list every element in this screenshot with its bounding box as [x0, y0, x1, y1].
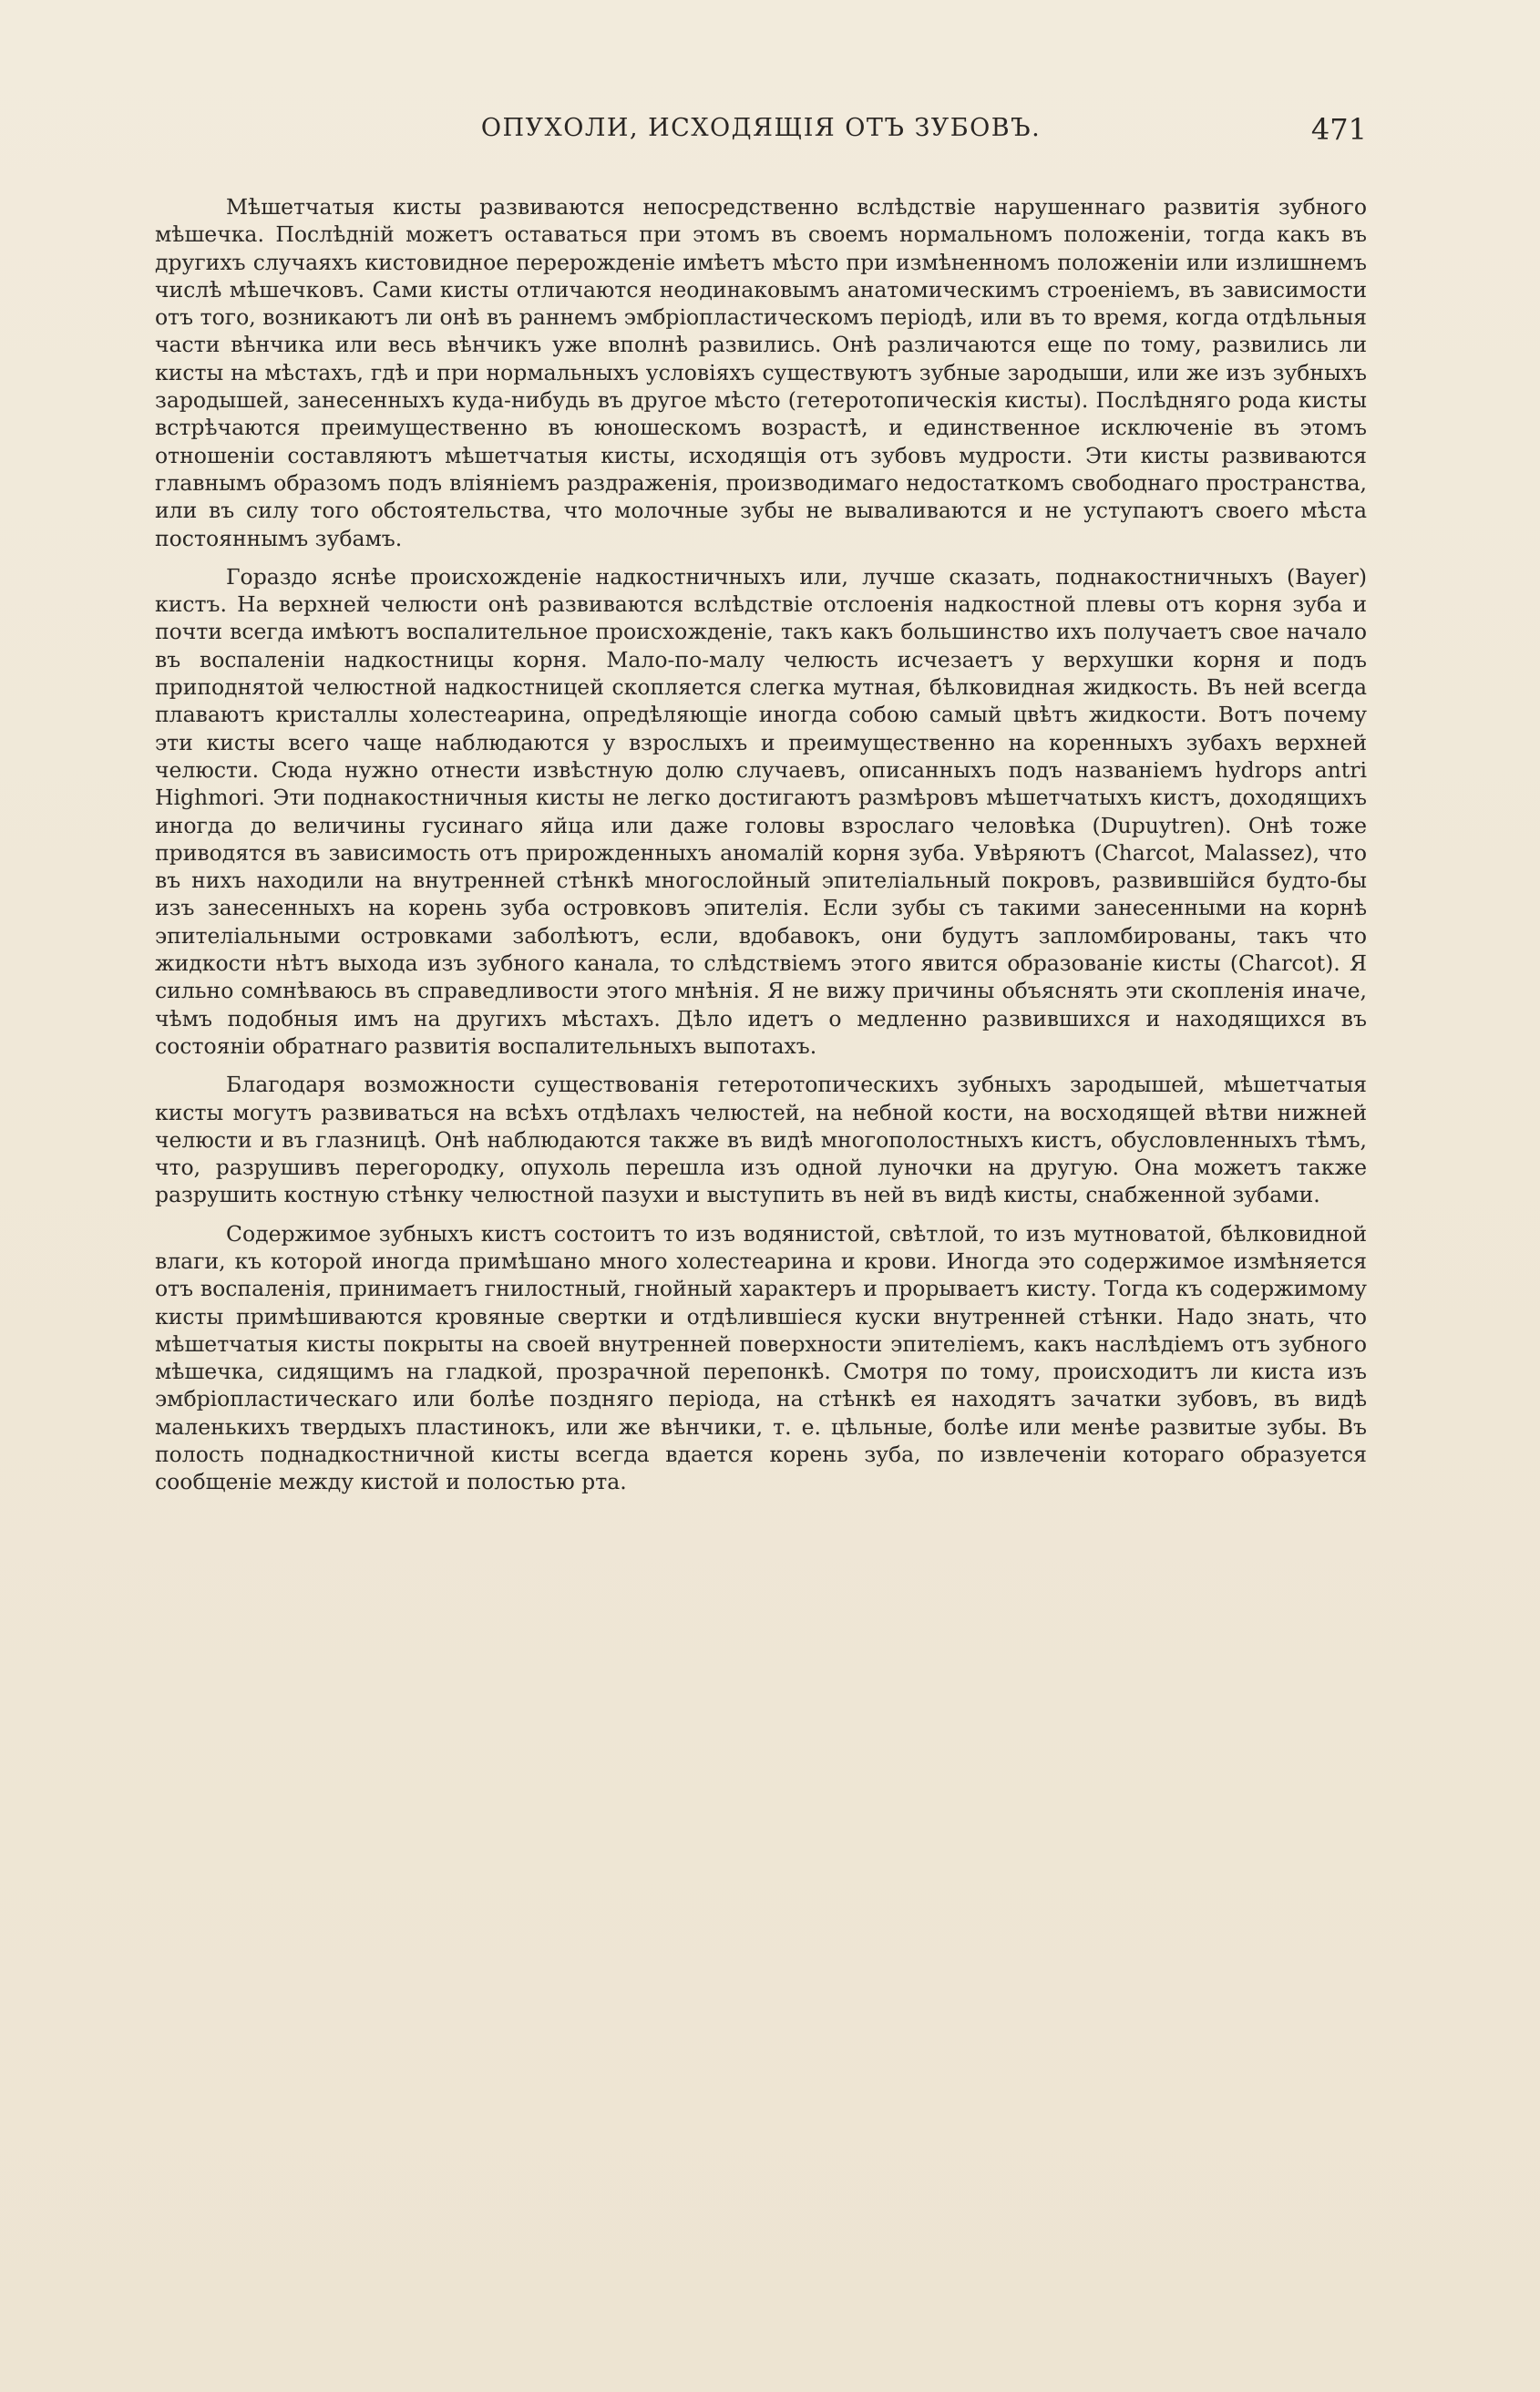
- paragraph-2: Гораздо яснѣе происхожденіе надкостничныхъ или, лучше сказать, поднакостничныхъ (Bayer) кистъ. На верхней челюсти онѣ развиваются вслѣдствіе отслоенія надкостной плевы отъ корня зуба и почти всегда имѣютъ воспалительное происхожденіе, такъ какъ большинство ихъ получаетъ свое начало въ воспаленіи надкостницы корня. Мало-по-малу челюсть исчезаетъ у верхушки корня и подъ приподнятой челюстной надкостницей скопляется слегка мутная, бѣлковидная жидкость. Въ ней всегда плаваютъ кристаллы холестеарина, опредѣляющіе иногда собою самый цвѣтъ жидкости. Вотъ почему эти кисты всего чаще наблюдаются у взрослыхъ и преимущественно на коренныхъ зубахъ верхней челюсти. Сюда нужно отнести извѣстную долю случаевъ, описанныхъ подъ названіемъ hydrops antri Highmori. Эти поднакостничныя кисты не легко достигаютъ размѣровъ мѣшетчатыхъ кистъ, доходящихъ иногда до величины гусинаго яйца или даже головы взрослаго человѣка (Dupuytren). Онѣ тоже приводятся въ зависимость отъ прирожденныхъ аномалій корня зуба. Увѣряютъ (Charcot, Malassez), что въ нихъ находили на внутренней стѣнкѣ многослойный эпителіальный покровъ, развившійся будто-бы изъ занесенныхъ на корень зуба островковъ эпителія. Если зубы съ такими занесенными на корнѣ эпителіальными островками заболѣютъ, если, вдобавокъ, они будутъ запломбированы, такъ что жидкости нѣтъ выхода изъ зубного канала, то слѣдствіемъ этого явится образованіе кисты (Charcot). Я сильно сомнѣваюсь въ справедливости этого мнѣнія. Я не вижу причины объяснять эти скопленія иначе, чѣмъ подобныя имъ на другихъ мѣстахъ. Дѣло идетъ о медленно развившихся и находящихся въ состояніи обратнаго развитія воспалительныхъ выпотахъ.: [155, 563, 1367, 1059]
- body-text: [155, 193, 1367, 1496]
- running-title: ОПУХОЛИ, ИСХОДЯЩІЯ ОТЪ ЗУБОВЪ.: [480, 114, 1042, 142]
- page-header: [155, 114, 1367, 150]
- paragraph-4: Содержимое зубныхъ кистъ состоитъ то изъ водянистой, свѣтлой, то изъ мутноватой, бѣлковидной влаги, къ которой иногда примѣшано много холестеарина и крови. Иногда это содержимое измѣняется отъ воспаленія, принимаетъ гнилостный, гнойный характеръ и прорываетъ кисту. Тогда къ содержимому кисты примѣшиваются кровяные свертки и отдѣлившіеся куски внутренней стѣнки. Надо знать, что мѣшетчатыя кисты покрыты на своей внутренней поверхности эпителіемъ, какъ наслѣдіемъ отъ зубного мѣшечка, сидящимъ на гладкой, прозрачной перепонкѣ. Смотря по тому, происходитъ ли киста изъ эмбріопластическаго или болѣе поздняго періода, на стѣнкѣ ея находятъ зачатки зубовъ, въ видѣ маленькихъ твердыхъ пластинокъ, или же вѣнчики, т. е. цѣльные, болѣе или менѣе развитые зубы. Въ полость поднадкостничной кисты всегда вдается корень зуба, по извлеченіи котораго образуется сообщеніе между кистой и полостью рта.: [155, 1220, 1367, 1495]
- paragraph-1: Мѣшетчатыя кисты развиваются непосредственно вслѣдствіе нарушеннаго развитія зубного мѣшечка. Послѣдній можетъ оставаться при этомъ въ своемъ нормальномъ положеніи, тогда какъ въ другихъ случаяхъ кистовидное перерожденіе имѣетъ мѣсто при измѣненномъ положеніи или излишнемъ числѣ мѣшечковъ. Сами кисты отличаются неодинаковымъ анатомическимъ строеніемъ, въ зависимости отъ того, возникаютъ ли онѣ въ раннемъ эмбріопластическомъ періодѣ, или въ то время, когда отдѣльныя части вѣнчика или весь вѣнчикъ уже вполнѣ развились. Онѣ различаются еще по тому, развились ли кисты на мѣстахъ, гдѣ и при нормальныхъ условіяхъ существуютъ зубные зародыши, или же изъ зубныхъ зародышей, занесенныхъ куда-нибудь въ другое мѣсто (гетеротопическія кисты). Послѣдняго рода кисты встрѣчаются преимущественно въ юношескомъ возрастѣ, и единственное исключеніе въ этомъ отношеніи составляютъ мѣшетчатыя кисты, исходящія отъ зубовъ мудрости. Эти кисты развиваются главнымъ образомъ подъ вліяніемъ раздраженія, производимаго недостаткомъ свободнаго пространства, или въ силу того обстоятельства, что молочные зубы не вываливаются и не уступаютъ своего мѣста постояннымъ зубамъ.: [155, 194, 1367, 551]
- page-number: 471: [1310, 112, 1367, 147]
- paragraph-3: Благодаря возможности существованія гетеротопическихъ зубныхъ зародышей, мѣшетчатыя кисты могутъ развиваться на всѣхъ отдѣлахъ челюстей, на небной кости, на восходящей вѣтви нижней челюсти и въ глазницѣ. Онѣ наблюдаются также въ видѣ многополостныхъ кистъ, обусловленныхъ тѣмъ, что, разрушивъ перегородку, опухоль перешла изъ одной луночки на другую. Она можетъ также разрушить костную стѣнку челюстной пазухи и выступить въ ней въ видѣ кисты, снабженной зубами.: [155, 1072, 1367, 1208]
